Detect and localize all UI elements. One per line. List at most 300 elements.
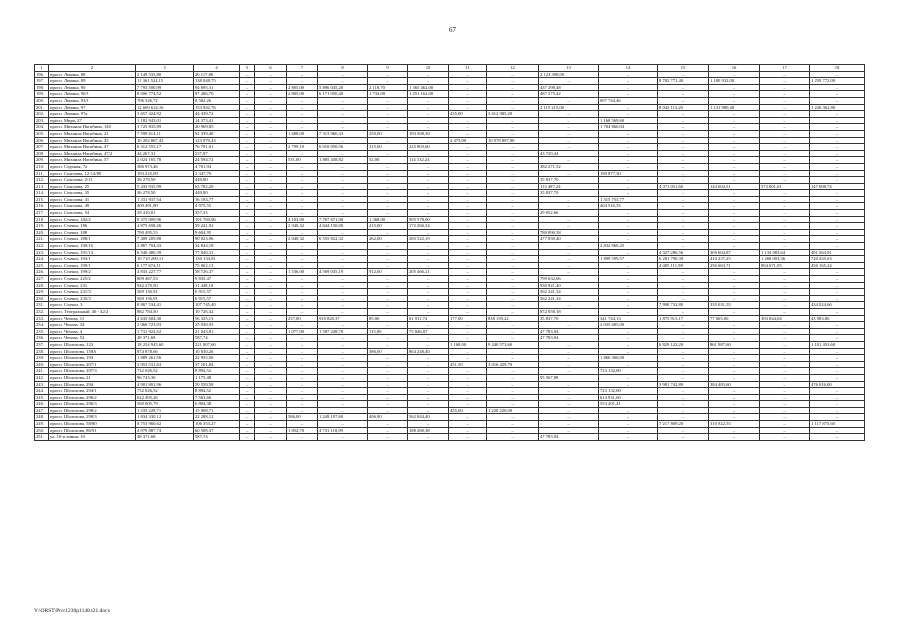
value-cell: – [599, 414, 658, 421]
value-cell: – [255, 328, 287, 335]
value-cell: – [408, 289, 449, 296]
value-cell: 7 217 809,20 [658, 421, 709, 428]
value-cell: 4 327 286,56 [658, 249, 709, 256]
value-cell: – [487, 71, 539, 78]
value-cell: 22 955,56 [194, 355, 240, 362]
value-cell: – [408, 71, 449, 78]
value-cell: – [709, 348, 760, 355]
row-number-cell: 196. [35, 71, 49, 78]
value-cell: 5 433 935,99 [136, 183, 194, 190]
value-cell: – [255, 361, 287, 368]
value-cell: – [318, 117, 368, 124]
value-cell: – [449, 91, 487, 98]
value-cell: – [240, 289, 255, 296]
address-cell: просп. Михаила Нагибина, 14б [49, 124, 136, 131]
table-row [35, 150, 865, 157]
value-cell: – [255, 137, 287, 144]
table-row [35, 269, 865, 276]
value-cell: – [318, 361, 368, 368]
address-cell: просп. Шолохова, 294/1 [49, 388, 136, 395]
row-number-cell: 201. [35, 104, 49, 111]
value-cell: – [539, 78, 599, 85]
value-cell: – [487, 91, 539, 98]
value-cell: 1 688,00 [287, 130, 318, 137]
value-cell: – [287, 421, 318, 428]
value-cell: – [539, 361, 599, 368]
value-cell: – [449, 104, 487, 111]
value-cell: – [408, 388, 449, 395]
value-cell: 1 168,00 [449, 341, 487, 348]
value-cell: 47 783,94 [539, 328, 599, 335]
value-cell: – [658, 434, 709, 441]
value-cell: 177,00 [449, 315, 487, 322]
value-cell: – [287, 434, 318, 441]
row-number-cell: 237. [35, 341, 49, 348]
value-cell: 262,00 [368, 236, 408, 243]
value-cell: 1 315 753,77 [599, 196, 658, 203]
value-cell: – [539, 111, 599, 118]
value-cell: 587,74 [194, 434, 240, 441]
table-row [35, 203, 865, 210]
value-cell: – [760, 322, 810, 329]
address-cell: просп. Шолохова, 58/80 [49, 421, 136, 428]
value-cell: – [760, 368, 810, 375]
table-row [35, 381, 865, 388]
column-number: 16 [709, 65, 760, 72]
value-cell: – [449, 348, 487, 355]
value-cell: – [599, 262, 658, 269]
address-cell: просп. Ленина, 97а [49, 111, 136, 118]
value-cell: – [487, 130, 539, 137]
value-cell: – [368, 111, 408, 118]
value-cell: – [760, 427, 810, 434]
value-cell: 7 793 500,99 [136, 84, 194, 91]
value-cell: 29 410,01 [136, 210, 194, 217]
value-cell: – [760, 71, 810, 78]
value-cell: 76 701,01 [194, 144, 240, 151]
address-cell: просп. Соколова, 12-14/89 [49, 170, 136, 177]
row-number-cell: 228. [35, 282, 49, 289]
value-cell: 130 134,91 [194, 256, 240, 263]
value-cell: – [240, 421, 255, 428]
value-cell: – [599, 84, 658, 91]
value-cell: – [539, 414, 599, 421]
value-cell: – [760, 374, 810, 381]
value-cell: – [368, 71, 408, 78]
value-cell: – [449, 97, 487, 104]
value-cell: 587,74 [194, 335, 240, 342]
value-cell: – [810, 289, 865, 296]
value-cell: – [449, 71, 487, 78]
value-cell: 4 979 887,74 [136, 427, 194, 434]
value-cell: – [709, 322, 760, 329]
value-cell: – [287, 97, 318, 104]
value-cell: – [255, 177, 287, 184]
value-cell: – [449, 203, 487, 210]
row-number-cell: 238. [35, 348, 49, 355]
table-row [35, 177, 865, 184]
value-cell: – [487, 210, 539, 217]
value-cell: – [487, 302, 539, 309]
value-cell: – [487, 414, 539, 421]
value-cell: 60 508,37 [194, 427, 240, 434]
value-cell: – [658, 308, 709, 315]
table-row [35, 315, 865, 322]
value-cell: 77 065,00 [709, 315, 760, 322]
value-cell: 58 726,37 [194, 269, 240, 276]
value-cell: – [709, 71, 760, 78]
table-row [35, 190, 865, 197]
value-cell: 838 159,22 [487, 315, 539, 322]
value-cell: – [408, 124, 449, 131]
value-cell: – [255, 315, 287, 322]
value-cell: 95 567,88 [539, 374, 599, 381]
value-cell: – [658, 295, 709, 302]
value-cell: 6 177 674,11 [136, 262, 194, 269]
value-cell: – [760, 163, 810, 170]
value-cell: – [449, 394, 487, 401]
value-cell: – [287, 104, 318, 111]
value-cell: – [255, 335, 287, 342]
value-cell: – [240, 295, 255, 302]
value-cell: – [658, 322, 709, 329]
value-cell: 6 540 480,39 [136, 249, 194, 256]
value-cell: – [368, 170, 408, 177]
value-cell: – [449, 223, 487, 230]
value-cell: – [760, 210, 810, 217]
value-cell: – [408, 170, 449, 177]
value-cell: – [539, 243, 599, 250]
value-cell: – [810, 91, 865, 98]
value-cell: – [709, 117, 760, 124]
value-cell: – [760, 394, 810, 401]
value-cell: 4 569 035,19 [318, 269, 368, 276]
value-cell: – [240, 368, 255, 375]
value-cell: – [408, 368, 449, 375]
value-cell: – [255, 348, 287, 355]
value-cell: 6 915,57 [194, 289, 240, 296]
address-cell: просп. Стачки, 182/2 [49, 216, 136, 223]
value-cell: – [539, 394, 599, 401]
value-cell: 6 555 822,32 [318, 236, 368, 243]
value-cell: – [487, 117, 539, 124]
value-cell: – [658, 427, 709, 434]
value-cell: 4 635 604,30 [136, 315, 194, 322]
address-cell: просп. Шолохова, 298/3 [49, 414, 136, 421]
value-cell: – [255, 236, 287, 243]
value-cell: – [760, 216, 810, 223]
value-cell: – [240, 117, 255, 124]
value-cell: – [487, 163, 539, 170]
value-cell: 912,00 [368, 269, 408, 276]
value-cell: – [810, 276, 865, 283]
value-cell: 531,00 [287, 157, 318, 164]
value-cell: 8 894,52 [194, 368, 240, 375]
value-cell: – [599, 157, 658, 164]
table-row [35, 104, 865, 111]
value-cell: – [487, 434, 539, 441]
value-cell: 256 663,71 [709, 262, 760, 269]
row-number-cell: 203. [35, 117, 49, 124]
value-cell: 43 729,44 [539, 150, 599, 157]
value-cell: 6 312 555,17 [136, 144, 194, 151]
value-cell: 94 695,31 [194, 84, 240, 91]
value-cell: – [287, 71, 318, 78]
value-cell: – [318, 111, 368, 118]
value-cell: – [368, 163, 408, 170]
value-cell: – [449, 196, 487, 203]
table-row [35, 78, 865, 85]
value-cell: – [255, 216, 287, 223]
value-cell: – [255, 124, 287, 131]
value-cell: – [539, 368, 599, 375]
value-cell: – [658, 144, 709, 151]
value-cell: 61 911,74 [408, 315, 449, 322]
value-cell: – [449, 328, 487, 335]
value-cell: – [658, 394, 709, 401]
value-cell: – [240, 84, 255, 91]
value-cell: 2 832 860,25 [599, 243, 658, 250]
column-number: 13 [539, 65, 599, 72]
value-cell: – [240, 150, 255, 157]
value-cell: 1 235 228,71 [136, 407, 194, 414]
value-cell: 225 803,60 [408, 144, 449, 151]
value-cell: 790 495,53 [136, 229, 194, 236]
value-cell: – [709, 111, 760, 118]
value-cell: – [318, 210, 368, 217]
address-cell: просп. Стачки, 225/2 [49, 276, 136, 283]
value-cell: – [287, 243, 318, 250]
value-cell: – [408, 190, 449, 197]
value-cell: 572 001,61 [760, 183, 810, 190]
value-cell: 386 973,46 [136, 163, 194, 170]
table-row [35, 341, 865, 348]
value-cell: – [240, 348, 255, 355]
value-cell: – [760, 341, 810, 348]
value-cell: – [287, 183, 318, 190]
value-cell: – [240, 163, 255, 170]
value-cell: 47 783,94 [539, 434, 599, 441]
value-cell: 3 657 424,92 [136, 111, 194, 118]
value-cell: 1 331 937,54 [136, 196, 194, 203]
value-cell: – [539, 302, 599, 309]
value-cell: – [368, 190, 408, 197]
row-number-cell: 202. [35, 111, 49, 118]
value-cell: – [287, 394, 318, 401]
value-cell: – [255, 91, 287, 98]
value-cell: 386,00 [368, 348, 408, 355]
value-cell: – [539, 130, 599, 137]
value-cell: 4 644 150,00 [318, 223, 368, 230]
address-cell: просп. Стачки, 231 [49, 282, 136, 289]
value-cell: 440,80 [194, 177, 240, 184]
column-number: 11 [449, 65, 487, 72]
table-row [35, 421, 865, 428]
value-cell: 2 118,70 [368, 84, 408, 91]
value-cell: – [658, 328, 709, 335]
table-row [35, 124, 865, 131]
value-cell: – [255, 368, 287, 375]
table-row [35, 229, 865, 236]
value-cell: 47 783,94 [539, 335, 599, 342]
value-cell: 697 744,46 [599, 97, 658, 104]
value-cell: – [449, 282, 487, 289]
value-cell: – [810, 394, 865, 401]
value-cell: – [287, 249, 318, 256]
value-cell: – [318, 249, 368, 256]
value-cell: – [487, 295, 539, 302]
value-cell: – [449, 381, 487, 388]
value-cell: 4 833 227,77 [136, 269, 194, 276]
value-cell: 4 901 801,96 [136, 381, 194, 388]
value-cell: – [318, 183, 368, 190]
value-cell: 48 371,68 [136, 335, 194, 342]
value-cell: 10 710 209,11 [136, 256, 194, 263]
value-cell: – [760, 289, 810, 296]
value-cell: – [658, 137, 709, 144]
address-cell: просп. Стачки, 190/16 [49, 243, 136, 250]
value-cell: – [318, 71, 368, 78]
value-cell: – [240, 381, 255, 388]
value-cell: – [287, 348, 318, 355]
value-cell: – [287, 196, 318, 203]
address-cell: просп. Соколова, 2/11 [49, 177, 136, 184]
value-cell: – [487, 190, 539, 197]
value-cell: 732 026,52 [136, 368, 194, 375]
value-cell: – [449, 262, 487, 269]
value-cell: 6 281 798,39 [658, 256, 709, 263]
row-number-cell: 239. [35, 355, 49, 362]
address-cell: просп. Ленина, 97 [49, 104, 136, 111]
value-cell: 1 182 943,01 [136, 117, 194, 124]
value-cell: 65 782,29 [194, 183, 240, 190]
column-number: 10 [408, 65, 449, 72]
value-cell: – [539, 249, 599, 256]
value-cell: – [487, 243, 539, 250]
value-cell: 6 915,57 [194, 295, 240, 302]
value-cell: – [658, 150, 709, 157]
value-cell: – [255, 229, 287, 236]
value-cell: – [368, 282, 408, 289]
value-cell: 930 821,40 [539, 282, 599, 289]
value-cell: – [255, 104, 287, 111]
value-cell: – [255, 183, 287, 190]
value-cell: – [318, 262, 368, 269]
value-cell: – [318, 177, 368, 184]
table-row [35, 236, 865, 243]
row-number-cell: 204. [35, 124, 49, 131]
value-cell: – [760, 91, 810, 98]
value-cell: – [408, 137, 449, 144]
table-row [35, 308, 865, 315]
address-cell: просп. Стачки, 3 [49, 302, 136, 309]
value-cell: – [318, 308, 368, 315]
value-cell: – [760, 414, 810, 421]
value-cell: – [408, 361, 449, 368]
address-cell: просп. Ленина, 90/1 [49, 91, 136, 98]
value-cell: – [487, 276, 539, 283]
value-cell: – [368, 183, 408, 190]
value-cell: – [318, 203, 368, 210]
value-cell: – [449, 414, 487, 421]
value-cell: – [318, 190, 368, 197]
value-cell: – [539, 407, 599, 414]
value-cell: – [240, 388, 255, 395]
table-row [35, 196, 865, 203]
value-cell: – [487, 282, 539, 289]
value-cell: – [255, 196, 287, 203]
value-cell: – [240, 335, 255, 342]
value-cell: – [449, 216, 487, 223]
value-cell: – [408, 177, 449, 184]
value-cell: 6 829 123,20 [658, 341, 709, 348]
value-cell: – [487, 427, 539, 434]
value-cell: – [810, 407, 865, 414]
table-row [35, 249, 865, 256]
value-cell: – [318, 196, 368, 203]
footer-file-path: Y:\ORST\Pro\1230p1148.t21.docx [34, 608, 111, 614]
value-cell: – [240, 328, 255, 335]
value-cell: – [599, 144, 658, 151]
value-cell: – [487, 421, 539, 428]
value-cell: – [709, 269, 760, 276]
table-row [35, 328, 865, 335]
value-cell: – [810, 388, 865, 395]
value-cell: – [255, 262, 287, 269]
value-cell: 864 248,40 [408, 348, 449, 355]
value-cell: – [255, 243, 287, 250]
row-number-cell: 209. [35, 157, 49, 164]
value-cell: – [287, 256, 318, 263]
value-cell: – [255, 276, 287, 283]
value-cell: 809 467,53 [136, 276, 194, 283]
value-cell: – [539, 223, 599, 230]
value-cell: 16 183,77 [194, 196, 240, 203]
value-cell: – [709, 190, 760, 197]
value-cell: – [810, 427, 865, 434]
value-cell: 505 578,00 [408, 216, 449, 223]
column-number: 5 [240, 65, 255, 72]
value-cell: – [760, 276, 810, 283]
value-cell: – [240, 111, 255, 118]
value-cell: – [487, 170, 539, 177]
value-cell: 36 278,50 [136, 177, 194, 184]
address-cell: просп. Соколова, 41 [49, 196, 136, 203]
column-number: 6 [255, 65, 287, 72]
value-cell: – [709, 361, 760, 368]
value-cell: 4 701,94 [194, 163, 240, 170]
value-cell: 2 867 704,43 [136, 243, 194, 250]
value-cell: – [810, 229, 865, 236]
value-cell: – [255, 84, 287, 91]
value-cell: – [368, 78, 408, 85]
value-cell: 10 078 897,00 [487, 137, 539, 144]
value-cell: – [810, 295, 865, 302]
value-cell: – [599, 163, 658, 170]
value-cell: – [318, 394, 368, 401]
value-cell: 404 516,35 [599, 203, 658, 210]
value-cell: – [449, 289, 487, 296]
value-cell: – [599, 269, 658, 276]
value-cell: 553 201,41 [599, 401, 658, 408]
value-cell: – [318, 229, 368, 236]
table-row [35, 243, 865, 250]
value-cell: – [368, 137, 408, 144]
value-cell: – [709, 97, 760, 104]
value-cell: – [255, 190, 287, 197]
value-cell: – [287, 302, 318, 309]
value-cell: 14 373,41 [194, 117, 240, 124]
